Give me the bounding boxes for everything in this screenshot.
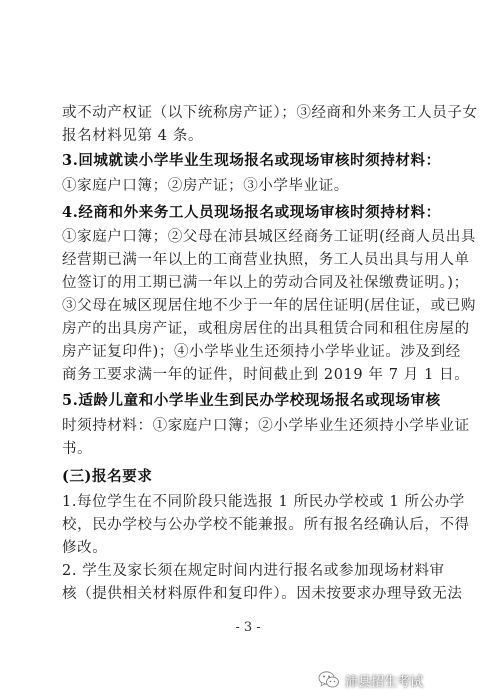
text-line: 时须持材料：①家庭户口簿；②小学毕业生还须持小学毕业证 xyxy=(62,418,470,434)
text-line: 房产的出具房产证，或租房居住的出具租赁合同和租住房屋的 xyxy=(62,321,470,337)
text-line: 商务工要求满一年的证件，时间截止到 2019 年 7 月 1 日。 xyxy=(62,367,470,383)
text-line: 校，民办学校与公办学校不能兼报。所有报名经确认后，不得 xyxy=(62,517,470,533)
text-line: 2. 学生及家长须在规定时间内进行报名或参加现场材料审 xyxy=(62,563,445,579)
text-line: 或不动产权证（以下统称房产证）；③经商和外来务工人员子女 xyxy=(62,105,478,121)
watermark xyxy=(318,668,423,692)
text-line: 位签订的用工期已满一年以上的劳动合同及社保缴费证明。)； xyxy=(62,275,469,291)
text-line: ①家庭户口簿；②父母在沛县城区经商务工证明(经商人员出具 xyxy=(62,229,476,245)
text-line: ①家庭户口簿；②房产证；③小学毕业证。 xyxy=(62,178,349,194)
page-number: - 3 - xyxy=(235,620,261,635)
watermark-text: 沛县招生考试 xyxy=(345,674,424,690)
text-line: 房产证复印件)；④小学毕业生还须持小学毕业证。涉及到经 xyxy=(62,344,461,360)
text-line: 书。 xyxy=(62,441,93,457)
text-line: 报名材料见第 4 条。 xyxy=(62,128,204,144)
text-line: 修改。 xyxy=(62,540,108,556)
text-line: 经营期已满一年以上的工商营业执照，务工人员出具与用人单 xyxy=(62,252,470,268)
text-line: 1.每位学生在不同阶段只能选报 1 所民办学校或 1 所公办学 xyxy=(62,494,465,510)
text-line: 核（提供相关材料原件和复印件）。因未按要求办理导致无法 xyxy=(62,586,463,602)
section-heading: 5.适龄儿童和小学毕业生到民办学校现场报名或现场审核 xyxy=(62,392,441,409)
section-heading: 4.经商和外来务工人员现场报名或现场审核时须持材料： xyxy=(62,204,441,221)
wechat-icon xyxy=(318,670,340,690)
subsection-heading: (三)报名要求 xyxy=(62,468,153,485)
section-heading: 3.回城就读小学毕业生现场报名或现场审核时须持材料： xyxy=(62,152,441,169)
text-line: ③父母在城区现居住地不少于一年的居住证明(居住证，或已购 xyxy=(62,298,476,314)
